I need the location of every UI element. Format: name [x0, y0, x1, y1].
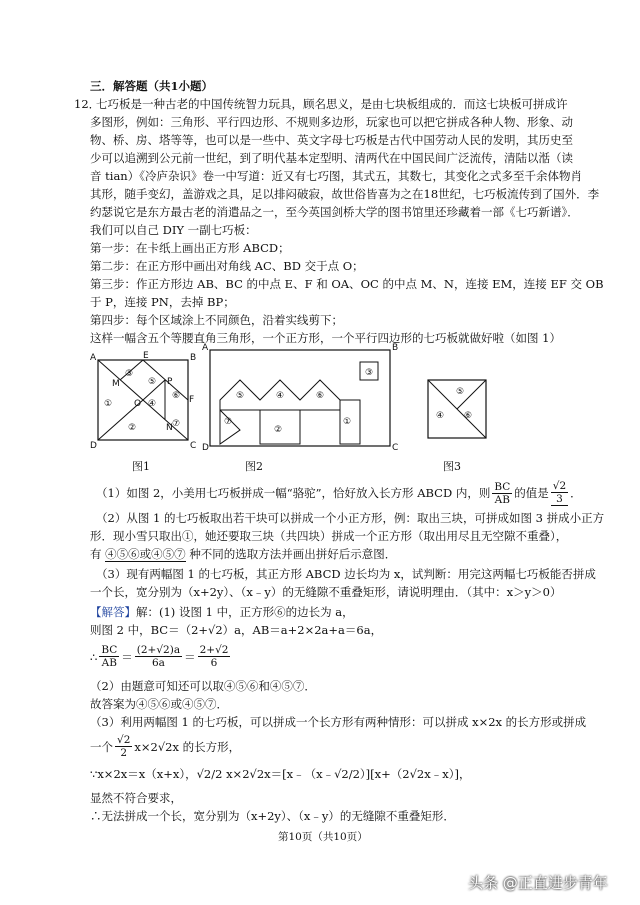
section-title: 三．解答题（共1小题）	[90, 79, 214, 93]
svg-text:③: ③	[365, 368, 374, 378]
svg-text:F: F	[189, 395, 195, 405]
figure-3-caption: 图3	[443, 460, 461, 473]
watermark: 头条 @正直进步青年	[468, 874, 608, 892]
question-3-line: （3）现有两幅图 1 的七巧板，其正方形 ABCD 边长均为 x，试判断：用完这两幅七巧板能否拼成	[96, 567, 596, 581]
svg-text:⑦: ⑦	[224, 417, 233, 427]
svg-text:E: E	[143, 351, 149, 361]
svg-text:④: ④	[276, 391, 285, 401]
paragraph-line: 少可以追溯到公元前一世纪，到了明代基本定型明、清两代在中国民间广泛流传，清陆以湉（读	[90, 151, 573, 165]
figure-1	[88, 350, 198, 463]
paragraph-line: 其形，随手变幻，盖游戏之具，足以排闷破寂，故世俗皆喜为之在18世纪，七巧板流传到了国外．李	[90, 187, 600, 201]
q2-answer: ④⑤⑥或④⑤⑦	[105, 547, 186, 561]
svg-text:⑤: ⑤	[148, 377, 157, 387]
solution-line: 则图 2 中，BC＝（2+√2）a，AB＝a+2×2a+a＝6a，	[90, 623, 383, 637]
question-3-line: 一个长，宽分别为（x+2y）、（x﹣y）的无缝隙不重叠矩形，请说明理由．（其中：x＞y＞0）	[90, 585, 562, 599]
figure-2	[200, 340, 400, 455]
solution-tag: 【解答】	[90, 605, 136, 619]
question-2-line: 有 ④⑤⑥或④⑤⑦ 种不同的选取方法并画出拼好后示意图．	[90, 547, 397, 561]
svg-text:⑥: ⑥	[464, 411, 473, 421]
solution-line: （2）由题意可知还可以取④⑤⑥和④⑤⑦．	[90, 679, 316, 693]
svg-text:B: B	[190, 353, 197, 363]
paragraph-line: 约瑟说它是东方最古老的消遣品之一，至今英国剑桥大学的图书馆里还珍藏着一部《七巧新谱》．	[90, 205, 579, 219]
svg-text:B: B	[392, 343, 399, 353]
step-line: 第二步：在正方形中画出对角线 AC、BD 交于点 O；	[90, 259, 364, 273]
svg-text:⑥: ⑥	[172, 391, 181, 401]
solution-line: ∴无法拼成一个长，宽分别为（x+2y）、（x﹣y）的无缝隙不重叠矩形．	[90, 809, 455, 823]
solution-line: （3）利用两幅图 1 的七巧板，可以拼成一个长方形有两种情形：可以拼成 x×2x 的长方形或拼成	[90, 715, 587, 729]
svg-text:①: ①	[104, 399, 113, 409]
q1-text: （1）如图 2，小美用七巧板拼成一幅“骆驼”，恰好放入长方形 ABCD 内，则	[96, 486, 491, 500]
svg-text:M: M	[112, 379, 120, 389]
step-line: 第一步：在卡纸上画出正方形 ABCD；	[90, 241, 290, 255]
figure-3	[422, 374, 492, 447]
svg-text:C: C	[392, 443, 399, 452]
step-line: 第四步：每个区域涂上不同颜色，沿着实线剪下；	[90, 313, 343, 327]
svg-text:①: ①	[343, 417, 352, 427]
svg-text:O: O	[134, 399, 142, 409]
svg-text:④: ④	[436, 411, 445, 421]
svg-text:③: ③	[125, 369, 134, 379]
step-line: 第三步：作正方形边 AB、BC 的中点 E、F 和 OA、OC 的中点 M、N，连接 EM，连接 EF 交 OB	[90, 277, 604, 291]
paragraph-line: 多图形，例如：三角形、平行四边形、不规则多边形，玩家也可以把它拼成各种人物、形象、动	[90, 115, 573, 129]
solution-line: ∵x×2x＝x（x+x），√2/2 x×2√2x＝[x﹣（x﹣√2/2）][x+（2√2x﹣x）]，	[90, 767, 471, 781]
figure-1-caption: 图1	[132, 460, 150, 473]
paragraph-line: 物、桥、房、塔等等，也可以是一些中、英文字母七巧板是古代中国劳动人民的发明，其历史至	[90, 133, 573, 147]
svg-text:②: ②	[128, 423, 137, 433]
svg-text:⑥: ⑥	[316, 391, 325, 401]
svg-text:⑤: ⑤	[236, 391, 245, 401]
q1-answer: $\frac{√2}{3}$	[552, 480, 567, 505]
step-line: 于 P，连接 PN，去掉 BP；	[90, 295, 235, 309]
paragraph-line: 音 tian）《冷庐杂识》卷一中写道：近又有七巧图，其式五，其数七，其变化之式多至千余体物肖	[90, 169, 582, 183]
q1-mid: 的值是	[514, 486, 549, 500]
svg-text:②: ②	[274, 425, 283, 435]
svg-text:⑤: ⑤	[456, 387, 465, 397]
svg-text:④: ④	[148, 399, 157, 409]
question-2-line: （2）从图 1 的七巧板取出若干块可以拼成一个小正方形，例：取出三块，可拼成如图 3 拼成小正方	[96, 511, 605, 525]
page-footer: 第10页（共10页）	[278, 831, 368, 843]
svg-text:A: A	[90, 353, 97, 363]
q1-fraction: $\frac{BC}{AB}$	[494, 480, 511, 506]
question-2-line: 形．现小雪只取出①，她还要取三块（共四块）拼成一个正方形（取出用尽且无空隙不重叠），	[90, 529, 568, 543]
solution-line: 一个 $\frac{√2}{2}$ x×2√2x 的长方形，	[90, 734, 241, 759]
question-number: 12．	[74, 97, 101, 111]
figure-2-caption: 图2	[245, 460, 263, 473]
paragraph-line: 我们可以自己 DIY 一副七巧板：	[90, 223, 257, 237]
svg-text:⑦: ⑦	[172, 419, 181, 429]
solution-line: 显然不符合要求，	[90, 791, 182, 805]
svg-text:N: N	[166, 423, 173, 433]
svg-text:P: P	[167, 377, 173, 387]
svg-text:D: D	[90, 441, 97, 451]
solution-line: 【解答】解：(1) 设图 1 中，正方形⑥的边长为 a，	[90, 605, 354, 619]
solution-line: 故答案为④⑤⑥或④⑤⑦．	[90, 697, 228, 711]
svg-text:C: C	[190, 441, 197, 451]
svg-text:A: A	[202, 343, 209, 353]
solution-fraction-line: ∴ $\frac{BC}{AB}$ ＝ $\frac{(2+√2)a}{6a}$ ＝ $\frac{2+√2}{6}$	[90, 644, 229, 669]
step-line: 这样一幅含五个等腰直角三角形，一个正方形，一个平行四边形的七巧板就做好啦（如图 1）	[90, 331, 561, 345]
svg-text:D: D	[202, 443, 209, 452]
question-1: （1）如图 2，小美用七巧板拼成一幅“骆驼”，恰好放入长方形 ABCD 内，则 $\frac{BC}{AB}$ 的值是 $\frac{√2}{3}$ ．	[96, 480, 582, 506]
paragraph-line: 七巧板是一种古老的中国传统智力玩具，顾名思义，是由七块板组成的．而这七块板可拼成许	[96, 97, 568, 111]
